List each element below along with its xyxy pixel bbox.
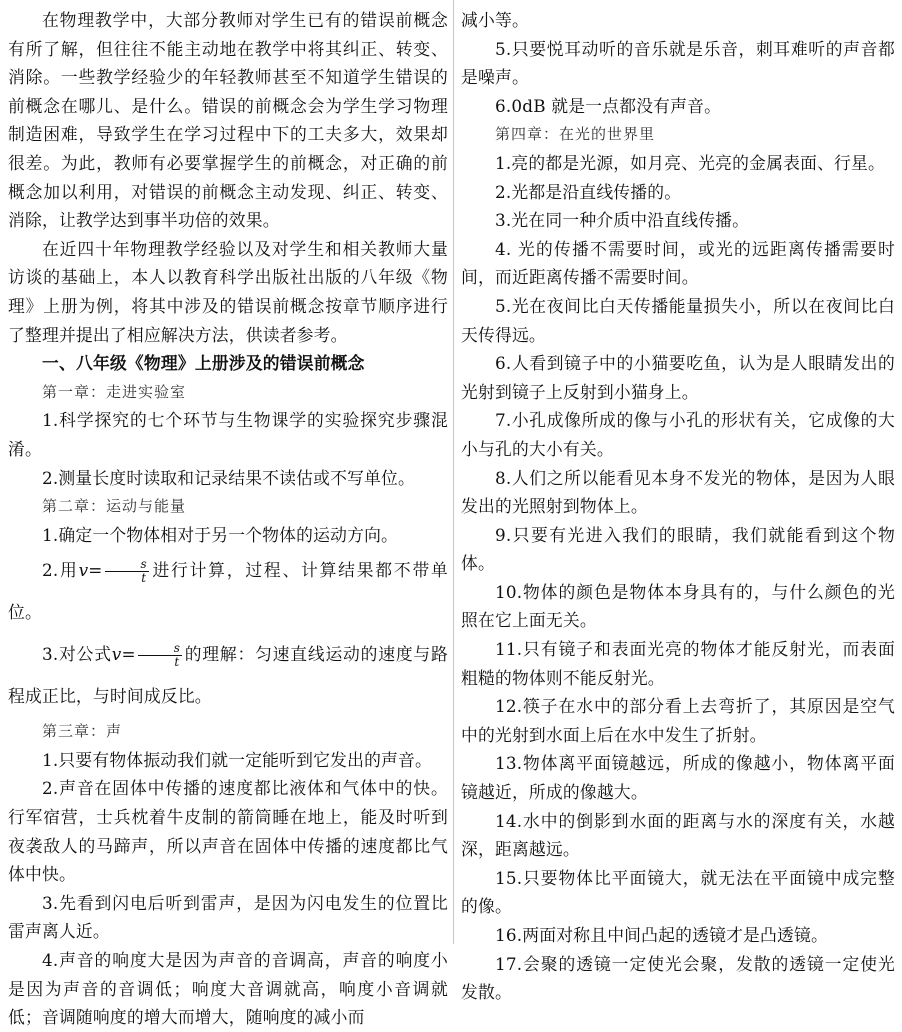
ch3-item-4: 4.声音的响度大是因为声音的音调高，声音的响度小是因为声音的音调低；响度大音调就高，响度小音调就低；音调随响度的增大而增大，随响度的减小而 <box>8 950 448 1028</box>
ch3-item-2: 2.声音在固体中传播的速度都比液体和气体中的快。行军宿营，士兵枕着牛皮制的箭筒睡在地上，能及时听到夜袭敌人的马蹄声，所以声音在固体中传播的速度都比气体中快。 <box>8 778 448 885</box>
chapter-3-title: 第三章：声 <box>42 722 123 741</box>
ch4-item: 15.只要物体比平面镜大，就无法在平面镜中成完整的像。 <box>461 867 895 917</box>
ch4-item: 7.小孔成像所成的像与小孔的形状有关，它成像的大小与孔的大小有关。 <box>461 410 895 459</box>
ch2-item-1: 1.确定一个物体相对于另一个物体的运动方向。 <box>42 524 399 545</box>
ch3-item-6: 6.0dB 就是一点都没有声音。 <box>495 95 722 116</box>
ch4-item: 16.两面对称且中间凸起的透镜才是凸透镜。 <box>495 925 828 945</box>
chapter-2-title: 第二章：运动与能量 <box>42 497 187 516</box>
ch4-item: 6.人看到镜子中的小猫要吃鱼，认为是人眼睛发出的光射到镜子上反射到小猫身上。 <box>461 353 895 402</box>
intro-paragraph-2: 在近四十年物理教学经验以及对学生和相关教师大量访谈的基础上，本人以教育科学出版社出版的八年级《物理》上册为例，将其中涉及的错误前概念按章节顺序进行了整理并提出了相应解决方法，供读者参考。 <box>8 238 448 345</box>
ch4-item: 17.会聚的透镜一定使光会聚，发散的透镜一定使光发散。 <box>461 953 895 1003</box>
formula-fraction <box>138 642 182 669</box>
ch4-item: 13.物体离平面镜越远，所成的像越小，物体离平面镜越近，所成的像越大。 <box>461 753 895 803</box>
section-heading: 一、八年级《物理》上册涉及的错误前概念 <box>42 353 365 374</box>
ch4-item: 1.亮的都是光源，如月亮、光亮的金属表面、行星。 <box>495 152 886 173</box>
ch3-item-3: 3.先看到闪电后听到雷声，是因为闪电发生的位置比雷声离人近。 <box>8 892 448 942</box>
left-column <box>8 6 448 1032</box>
chapter-1-title: 第一章：走进实验室 <box>42 382 187 401</box>
formula-numerator: s <box>105 558 149 572</box>
formula-fraction <box>105 558 149 585</box>
column-divider <box>453 0 454 944</box>
ch2-item-2 <box>8 549 448 633</box>
ch3-item-5: 5.只要悦耳动听的音乐就是乐音，刺耳难听的声音都是噪声。 <box>461 38 895 88</box>
ch4-item: 10.物体的颜色是物体本身具有的，与什么颜色的光照在它上面无关。 <box>461 581 895 631</box>
ch4-item: 11.只有镜子和表面光亮的物体才能反射光，而表面粗糙的物体则不能反射光。 <box>461 639 895 688</box>
ch4-item: 14.水中的倒影到水面的距离与水的深度有关，水越深，距离越远。 <box>461 810 895 860</box>
ch2-item-2-post: 进行计算，过程、计算结果都不带单位。 <box>8 560 448 623</box>
ch4-item: 12.筷子在水中的部分看上去弯折了，其原因是空气中的光射到水面上后在水中发生了折射。 <box>461 696 895 745</box>
formula-lhs: v= <box>78 560 103 581</box>
continued-text: 减小等。 <box>461 10 529 30</box>
ch2-item-3-pre: 3.对公式 <box>42 644 112 665</box>
ch4-item: 8.人们之所以能看见本身不发光的物体，是因为人眼发出的光照射到物体上。 <box>461 467 895 517</box>
ch4-item: 5.光在夜间比白天传播能量损失小，所以在夜间比白天传得远。 <box>461 295 895 345</box>
ch4-item: 3.光在同一种介质中沿直线传播。 <box>495 210 750 231</box>
ch1-item-1: 1.科学探究的七个环节与生物课学的实验探究步骤混淆。 <box>8 410 448 459</box>
formula-denominator: t <box>141 571 147 586</box>
intro-paragraph-1: 在物理教学中，大部分教师对学生已有的错误前概念有所了解，但往往不能主动地在教学中将其纠正、转变、消除。一些教学经验少的年轻教师甚至不知道学生错误的前概念在哪儿、是什么。错误的前概念会为学生学习物理制造困难，导致学生在学习过程中下的工夫多大，效果却很差。为此，教师有必要掌握学生的前概念，对正确的前概念加以利用，对错误的前概念主动发现、纠正、转变、消除，让教学达到事半功倍的效果。 <box>8 10 448 231</box>
ch1-item-2: 2.测量长度时读取和记录结果不读估或不写单位。 <box>42 467 416 488</box>
chapter-4-title: 第四章：在光的世界里 <box>495 125 656 144</box>
ch3-item-1: 1.只要有物体振动我们就一定能听到它发出的声音。 <box>42 749 433 770</box>
right-column <box>461 6 895 1007</box>
ch4-item: 2.光都是沿直线传播的。 <box>495 181 682 202</box>
ch4-item: 4. 光的传播不需要时间，或光的远距离传播需要时间，而近距离传播不需要时间。 <box>461 238 895 288</box>
ch2-item-3-post: 的理解：匀速直线运动的速度与路程成正比，与时间成反比。 <box>8 644 448 707</box>
formula-denominator: t <box>174 655 180 670</box>
ch2-item-3 <box>8 633 448 717</box>
formula-numerator: s <box>138 642 182 656</box>
formula-lhs: v= <box>111 644 136 665</box>
ch2-item-2-pre: 2.用 <box>42 560 79 581</box>
ch4-item: 9.只要有光进入我们的眼睛，我们就能看到这个物体。 <box>461 524 895 574</box>
